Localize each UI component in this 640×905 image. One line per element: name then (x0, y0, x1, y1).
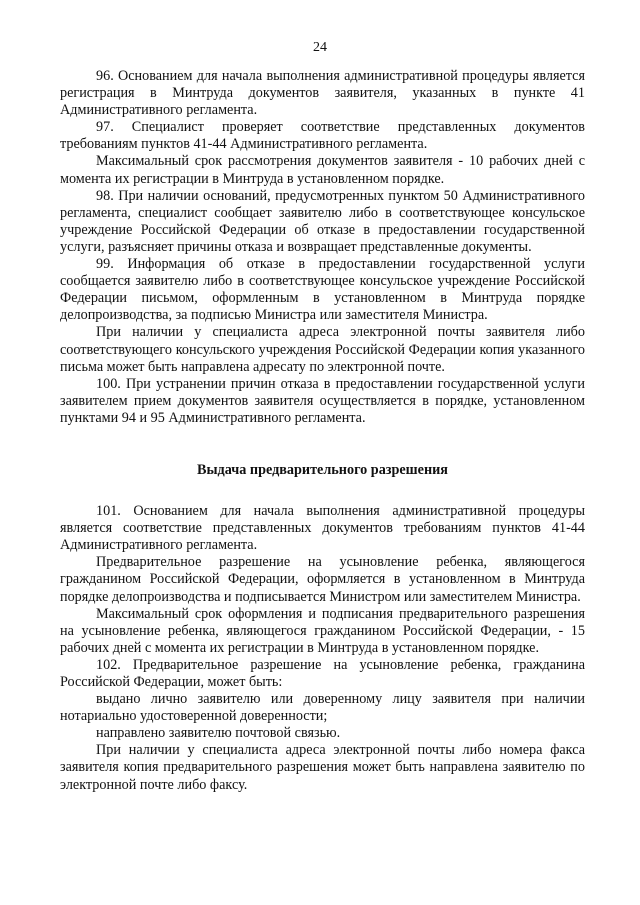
paragraph-97: 97. Специалист проверяет соответствие представленных документов требованиям пунктов 41-44 Административного регламента. (60, 119, 585, 153)
document-body (60, 68, 585, 794)
paragraph-97-max-term: Максимальный срок рассмотрения документов заявителя - 10 рабочих дней с момента их регистрации в Минтруда в установленном порядке. (60, 153, 585, 187)
paragraph-96: 96. Основанием для начала выполнения административной процедуры является регистрация в Минтруда документов заявителя, указанных в пункте 41 Административного регламента. (60, 68, 585, 119)
paragraph-102: 102. Предварительное разрешение на усыновление ребенка, гражданина Российской Федерации, может быть: (60, 656, 585, 690)
section-heading: Выдача предварительного разрешения (197, 461, 448, 478)
page-number: 24 (313, 40, 327, 55)
paragraph-102-email-fax: При наличии у специалиста адреса электронной почты либо номера факса заявителя копия предварительного разрешения может быть направлена заявителю по электронной почте либо факсу. (60, 742, 585, 793)
paragraph-101-max-term: Максимальный срок оформления и подписания предварительного разрешения на усыновление ребенка, являющегося гражданином Российской Федерации, - 15 рабочих дней с момента их регистрации в Минтруда в установленном порядке. (60, 605, 585, 656)
paragraph-99: 99. Информация об отказе в предоставлении государственной услуги сообщается заявителю либо в соответствующее консульское учреждение Российской Федерации письмом, оформленным в установленном в Минтруда порядке делопроизводства, за подписью Министра или заместителя Министра. (60, 256, 585, 324)
paragraph-102-in-person: выдано лично заявителю или доверенному лицу заявителя при наличии нотариально удостоверенной доверенности; (60, 691, 585, 725)
paragraph-102-by-post: направлено заявителю почтовой связью. (96, 725, 341, 742)
paragraph-100: 100. При устранении причин отказа в предоставлении государственной услуги заявителем прием документов заявителя осуществляется в порядке, установленном пунктами 94 и 95 Административного регламента. (60, 375, 585, 426)
paragraph-101: 101. Основанием для начала выполнения административной процедуры является соответствие представленных документов требованиям пунктов 41-44 Административного регламента. (60, 503, 585, 554)
paragraph-98: 98. При наличии оснований, предусмотренных пунктом 50 Административного регламента, специалист сообщает заявителю либо в соответствующее консульское учреждение Российской Федерации об отказе в предоставлении государственной услуги, разъясняет причины отказа и возвращает представленные документы. (60, 187, 585, 255)
paragraph-99-email: При наличии у специалиста адреса электронной почты заявителя либо соответствующего консульского учреждения Российской Федерации копия указанного письма может быть направлена адресату по электронной почте. (60, 324, 585, 375)
paragraph-101-preliminary-permit: Предварительное разрешение на усыновление ребенка, являющегося гражданином Российской Федерации, оформляется в установленном в Минтруда порядке делопроизводства и подписывается Министром или заместителем Министра. (60, 554, 585, 605)
